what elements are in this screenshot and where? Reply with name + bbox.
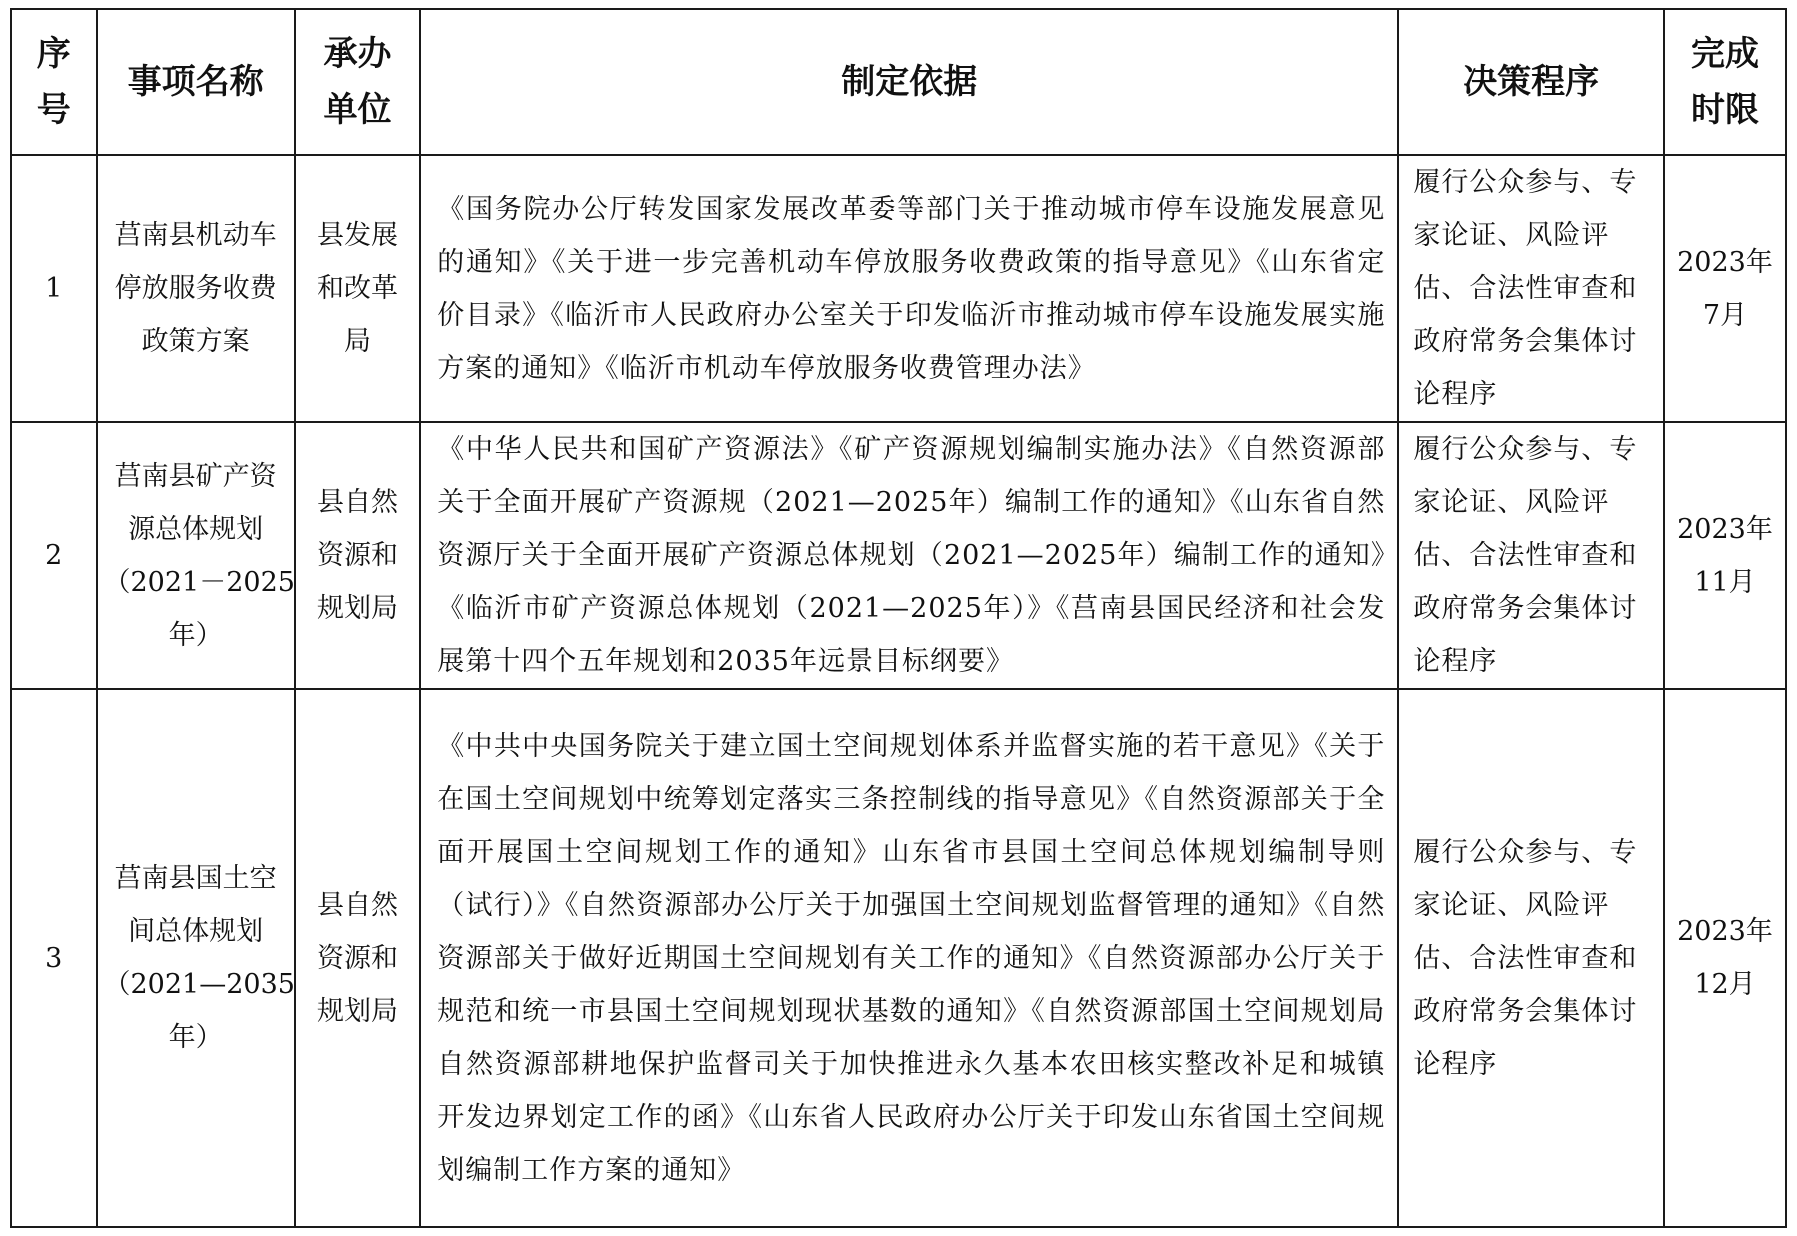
table-row — [11, 155, 1786, 422]
row-name: 莒南县机动车 停放服务收费 政策方案 — [97, 155, 295, 422]
row-deadline: 2023年 12月 — [1664, 689, 1786, 1227]
row-name: 莒南县国土空 间总体规划 （2021—2035 年） — [97, 689, 295, 1227]
row-deadline: 2023年 11月 — [1664, 422, 1786, 689]
row-basis: 《国务院办公厅转发国家发展改革委等部门关于推动城市停车设施发展意见的通知》《关于进一步完善机动车停放服务收费政策的指导意见》《山东省定价目录》《临沂市人民政府办公室关于印发临沂市推动城市停车设施发展实施方案的通知》《临沂市机动车停放服务收费管理办法》 — [420, 155, 1398, 422]
row-unit: 县发展 和改革 局 — [295, 155, 420, 422]
row-basis: 《中共中央国务院关于建立国土空间规划体系并监督实施的若干意见》《关于在国土空间规划中统筹划定落实三条控制线的指导意见》《自然资源部关于全面开展国土空间规划工作的通知》山东省市县国土空间总体规划编制导则（试行）》《自然资源部办公厅关于加强国土空间规划监督管理的通知》《自然资源部关于做好近期国土空间规划有关工作的通知》《自然资源部办公厅关于规范和统一市县国土空间规划现状基数的通知》《自然资源部国土空间规划局自然资源部耕地保护监督司关于加快推进永久基本农田核实整改补足和城镇开发边界划定工作的函》《山东省人民政府办公厅关于印发山东省国土空间规划编制工作方案的通知》 — [420, 689, 1398, 1227]
row-seq: 1 — [11, 155, 97, 422]
header-procedure: 决策程序 — [1398, 9, 1664, 155]
row-seq: 3 — [11, 689, 97, 1227]
header-row — [11, 9, 1786, 155]
row-procedure: 履行公众参与、专家论证、风险评估、合法性审查和政府常务会集体讨论程序 — [1398, 422, 1664, 689]
row-seq: 2 — [11, 422, 97, 689]
header-unit: 承办单位 — [295, 9, 420, 155]
table-row — [11, 689, 1786, 1227]
row-unit: 县自然 资源和 规划局 — [295, 422, 420, 689]
header-name: 事项名称 — [97, 9, 295, 155]
header-seq: 序号 — [11, 9, 97, 155]
table-row — [11, 422, 1786, 689]
decision-items-table — [10, 8, 1787, 1228]
header-deadline: 完成时限 — [1664, 9, 1786, 155]
header-basis: 制定依据 — [420, 9, 1398, 155]
row-name: 莒南县矿产资 源总体规划 （2021－2025 年） — [97, 422, 295, 689]
row-basis: 《中华人民共和国矿产资源法》《矿产资源规划编制实施办法》《自然资源部关于全面开展矿产资源规（2021—2025年）编制工作的通知》《山东省自然资源厅关于全面开展矿产资源总体规划（2021—2025年）编制工作的通知》《临沂市矿产资源总体规划（2021—2025年）》《莒南县国民经济和社会发展第十四个五年规划和2035年远景目标纲要》 — [420, 422, 1398, 689]
row-procedure: 履行公众参与、专家论证、风险评估、合法性审查和政府常务会集体讨论程序 — [1398, 689, 1664, 1227]
row-procedure: 履行公众参与、专家论证、风险评估、合法性审查和政府常务会集体讨论程序 — [1398, 155, 1664, 422]
row-unit: 县自然 资源和 规划局 — [295, 689, 420, 1227]
row-deadline: 2023年 7月 — [1664, 155, 1786, 422]
